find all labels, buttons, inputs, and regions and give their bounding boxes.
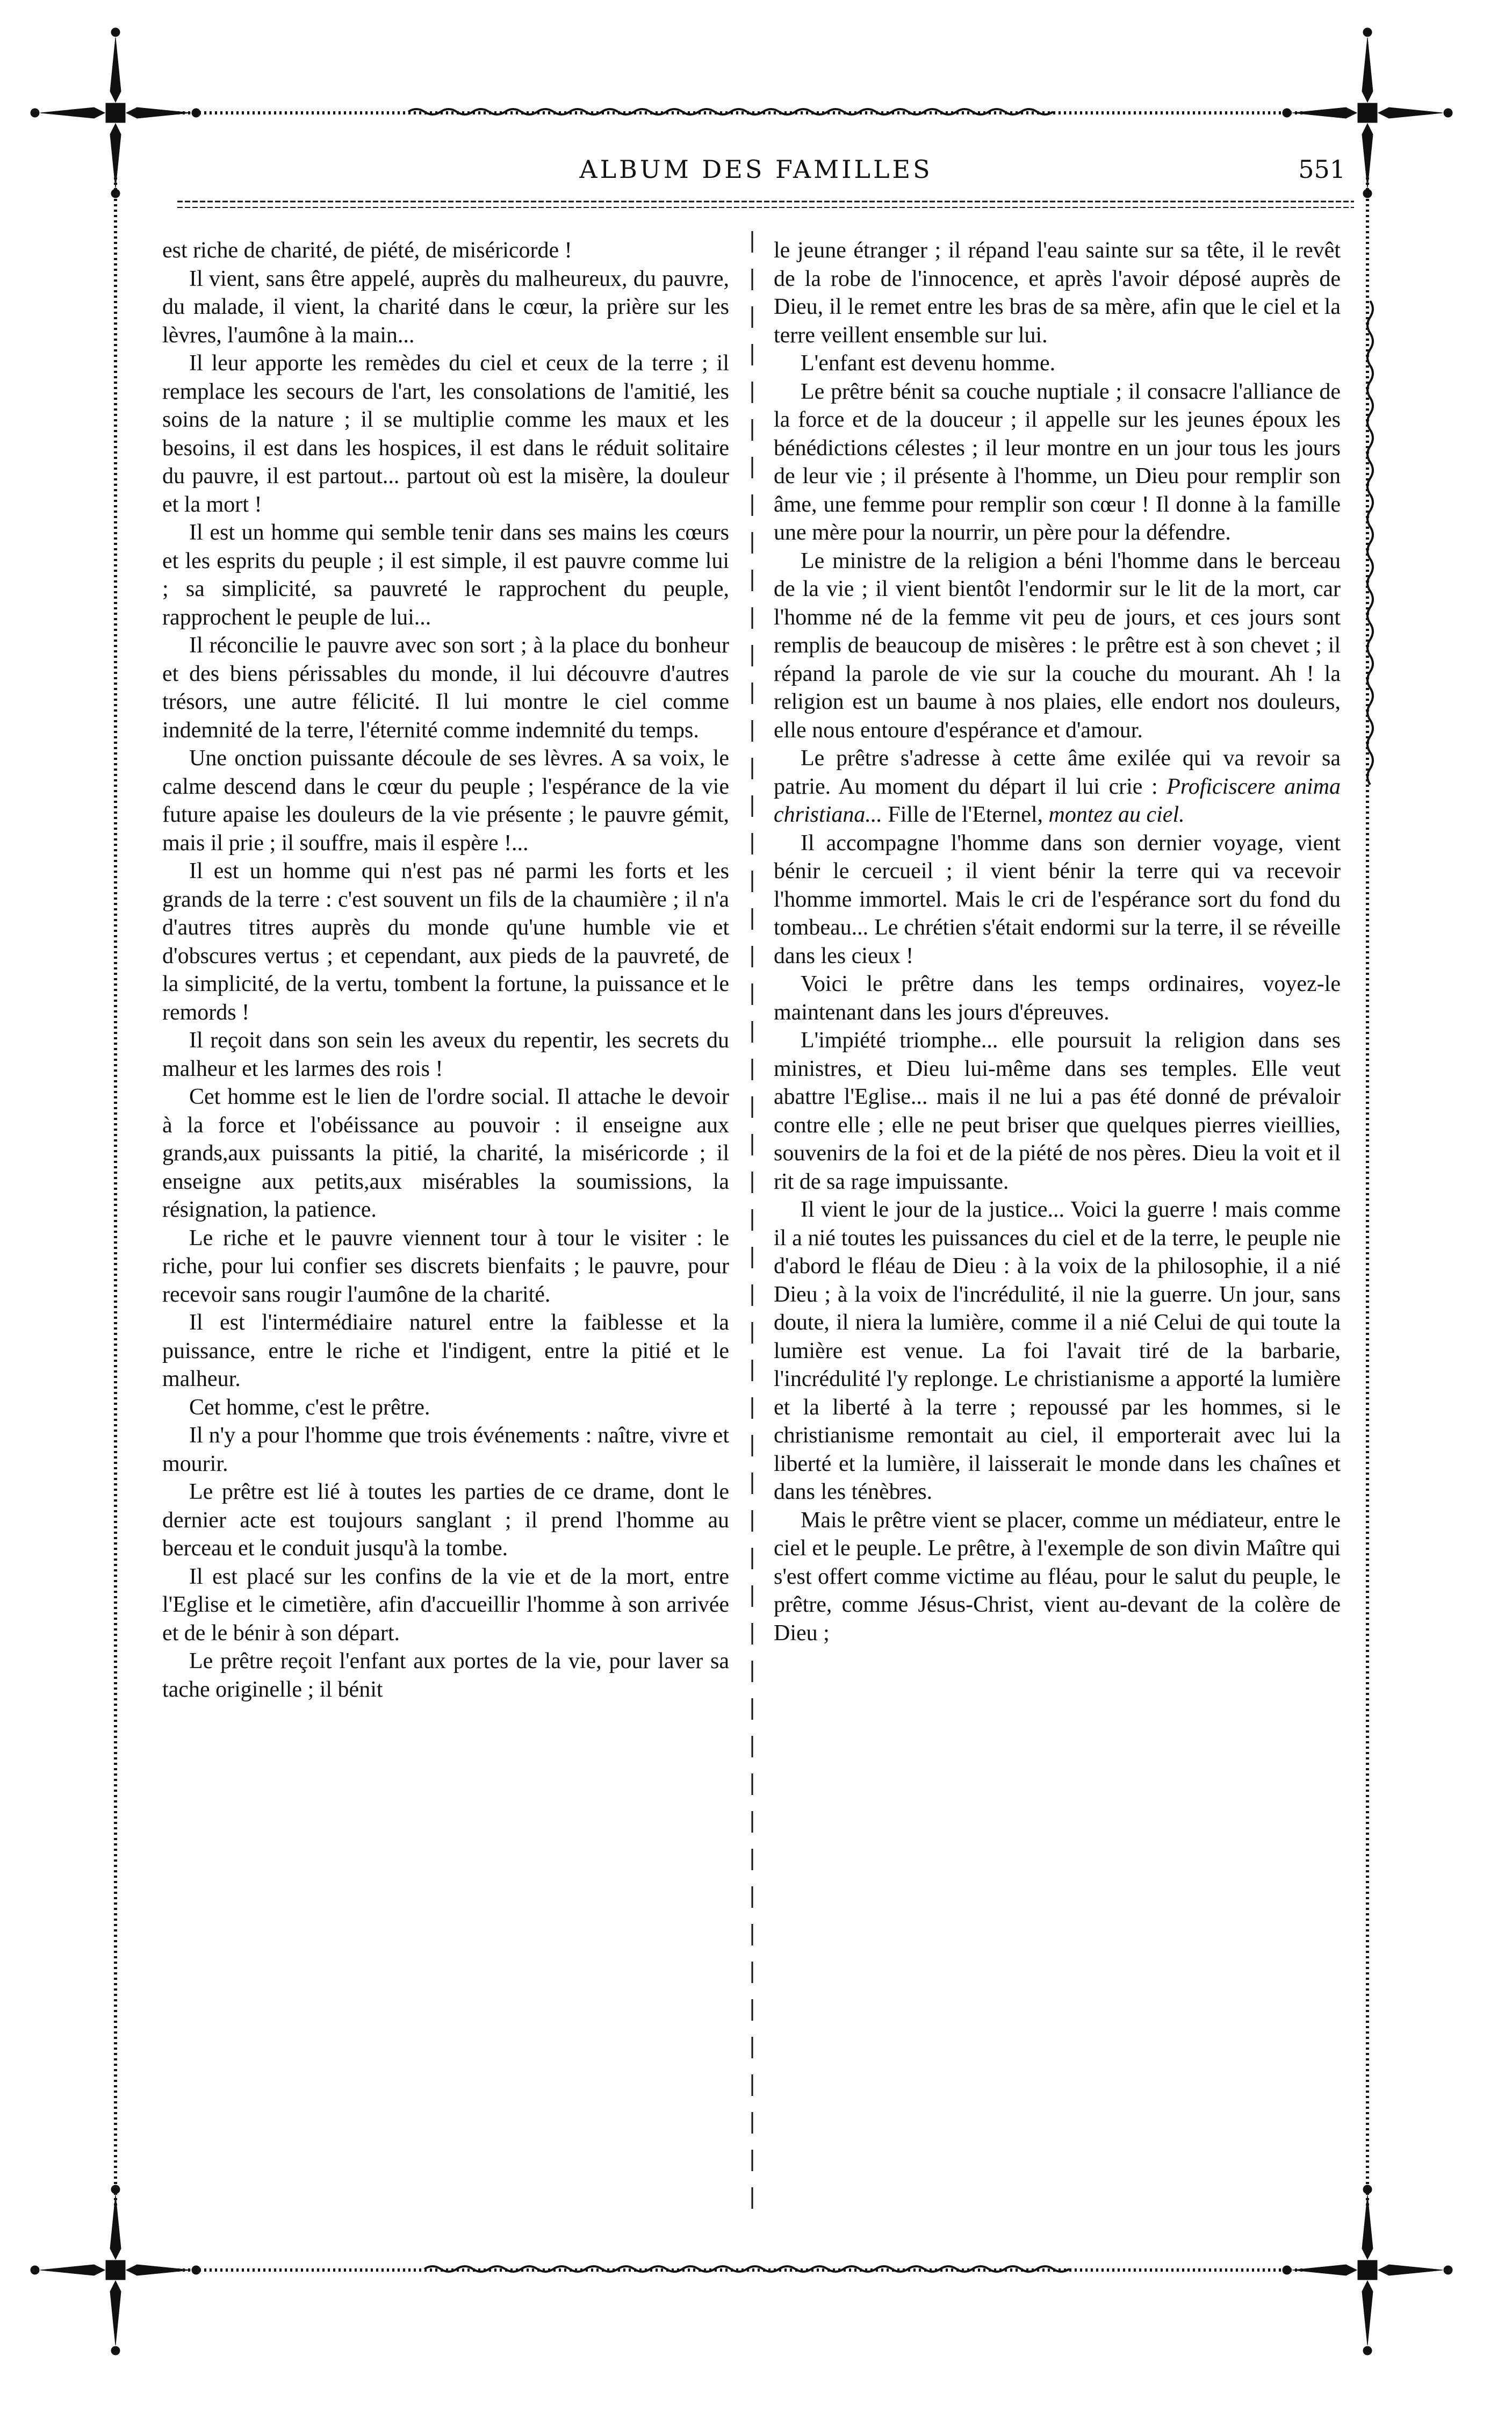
left-column [162, 236, 729, 2413]
paragraph [774, 744, 1341, 829]
paragraph: Cet homme est le lien de l'ordre social. Il attache le devoir à la force et l'obéissance au pouvoir : il enseigne aux grands,aux puissants la pitié, la charité, la miséricorde ; il enseigne aux petits,aux misérables la soumissions, la résignation, la patience. [162, 1085, 729, 1222]
paragraph: Le ministre de la religion a béni l'homme dans le berceau de la vie ; il vient bientôt l'endormir sur le lit de la mort, car l'homme né de la femme vit peu de jours, et ces jours sont remplis de beaucoup de misères : le prêtre est à son chevet ; il répand la parole de vie sur la couche du mourant. Ah ! la religion est un baume à nos plaies, elle endort nos douleurs, elle nous entoure d'espérance et d'amour. [774, 548, 1341, 743]
paragraph: Il leur apporte les remèdes du ciel et ceux de la terre ; il remplace les secours de l'art, les consolations de l'amitié, les soins de la nature ; il se multiplie comme les maux et les besoins, il est dans les hospices, il est dans le réduit solitaire du pauvre, il est partout... partout où est la misère, la douleur et la mort ! [162, 351, 729, 517]
running-title: ALBUM DES FAMILLES [579, 155, 933, 184]
paragraph: Il est un homme qui semble tenir dans ses mains les cœurs et les esprits du peuple ; il est simple, il est pauvre comme lui ; sa simplicité, sa pauvreté le rapprochent du peuple, rapprochent le peuple de lui... [162, 520, 729, 630]
paragraph-text: Le prêtre s'adresse à cette âme exilée qui va revoir sa patrie. Au moment du départ il lui crie : [774, 746, 1341, 799]
paragraph: Il réconcilie le pauvre avec son sort ; à la place du bonheur et des biens périssables du monde, il lui découvre d'autres trésors, une autre félicité. Il lui montre le ciel comme indemnité de la terre, l'éternité comme indemnité du temps. [162, 633, 729, 743]
paragraph: le jeune étranger ; il répand l'eau sainte sur sa tête, il le revêt de la robe de l'innocence, et après l'avoir déposé auprès de Dieu, il le remet entre les bras de sa mère, afin que le ciel et la terre veillent ensemble sur lui. [774, 238, 1341, 348]
paragraph: Voici le prêtre dans les temps ordinaires, voyez-le maintenant dans les jours d'épreuves. [774, 972, 1341, 1025]
page-header [161, 152, 1351, 195]
paragraph: Il n'y a pour l'homme que trois événements : naître, vivre et mourir. [162, 1423, 729, 1476]
paragraph: Il vient, sans être appelé, auprès du malheureux, du pauvre, du malade, il vient, la charité dans le cœur, la prière sur les lèvres, l'aumône à la main... [162, 266, 729, 348]
paragraph: Il reçoit dans son sein les aveux du repentir, les secrets du malheur et les larmes des rois ! [162, 1028, 729, 1081]
paragraph: Le prêtre est lié à toutes les parties de ce drame, dont le dernier acte est toujours sanglant ; il prend l'homme au berceau et le conduit jusqu'à la tombe. [162, 1480, 729, 1561]
paragraph-text: Fille de l'Eternel, [882, 802, 1049, 827]
paragraph: Le prêtre reçoit l'enfant aux portes de la vie, pour laver sa tache originelle ; il bénit [162, 1649, 729, 1702]
page-number: 551 [1298, 155, 1345, 184]
paragraph: Il accompagne l'homme dans son dernier voyage, vient bénir le cercueil ; il vient bénir la terre qui va recevoir l'homme immortel. Mais le cri de l'espérance sort du fond du tombeau... Le chrétien s'était endormi sur la terre, il se réveille dans les cieux ! [774, 830, 1341, 968]
paragraph: Une onction puissante découle de ses lèvres. A sa voix, le calme descend dans le cœur du peuple ; l'espérance de la vie future apaise les douleurs de la vie présente ; le pauvre gémit, mais il prie ; il souffre, mais il espère !... [162, 746, 729, 856]
paragraph: Le riche et le pauvre viennent tour à tour le visiter : le riche, pour lui confier ses discrets bienfaits ; le pauvre, pour recevoir sans rougir l'aumône de la charité. [162, 1225, 729, 1307]
right-column [774, 236, 1341, 2413]
paragraph: est riche de charité, de piété, de miséricorde ! [162, 238, 572, 263]
paragraph: Mais le prêtre vient se placer, comme un médiateur, entre le ciel et le peuple. Le prêtre, à l'exemple de son divin Maître qui s'est offert comme victime au fléau, pour le salut du peuple, le prêtre, comme Jésus-Christ, vient au-devant de la colère de Dieu ; [774, 1507, 1341, 1646]
paragraph: Il est un homme qui n'est pas né parmi les forts et les grands de la terre : c'est souvent un fils de la chaumière ; il n'a d'autres titres auprès du monde qu'une humble vie et d'obscures vertus ; et cependant, aux pieds de la pauvreté, de la simplicité, de la vertu, tombent la fortune, la puissance et le remords ! [162, 859, 729, 1025]
paragraph: Le prêtre bénit sa couche nuptiale ; il consacre l'alliance de la force et de la douceur ; il appelle sur les jeunes époux les bénédictions célestes ; il leur montre en un jour tous les jours de leur vie ; il présente à l'homme, un Dieu pour remplir son âme, une femme pour remplir son cœur ! Il donne à la famille une mère pour la nourrir, un père pour la défendre. [774, 379, 1341, 545]
paragraph: L'impiété triomphe... elle poursuit la religion dans ses ministres, et Dieu lui-même dans ses temples. Elle veut abattre l'Eglise... mais il ne lui a pas été donné de prévaloir contre elle ; elle ne peut briser que quelques pierres vieillies, souvenirs de la foi et de la piété de nos pères. Dieu la voit et il rit de sa rage impuissante. [774, 1028, 1341, 1194]
paragraph: Il est l'intermédiaire naturel entre la faiblesse et la puissance, entre le riche et l'indigent, entre la pitié et le malheur. [162, 1310, 729, 1391]
paragraph: L'enfant est devenu homme. [801, 351, 1056, 376]
latin-quote: Proficiscere anima christiana... [774, 774, 1341, 827]
paragraph: Il est placé sur les confins de la vie et de la mort, entre l'Eglise et le cimetière, afin d'accueillir l'homme à son arrivée et de le bénir à son départ. [162, 1564, 729, 1646]
paragraph: Il vient le jour de la justice... Voici la guerre ! mais comme il a nié toutes les puissances du ciel et de la terre, le peuple nie d'abord le fléau de Dieu : à la voix de la philosophie, il a nié Dieu ; à la voix de l'incrédulité, il nie la guerre. Un jour, sans doute, il niera la lumière, comme il a nié Celui de qui toute la lumière est venue. La foi l'avait tiré de la barbarie, l'incrédulité l'y replonge. Le christianisme a apporté la lumière et la liberté à la terre ; repoussé par les hommes, si le christianisme remontait au ciel, il emporterait avec lui la liberté et la lumière, il laisserait le monde dans les chaînes et dans les ténèbres. [774, 1197, 1341, 1504]
paragraph: Cet homme, c'est le prêtre. [189, 1395, 430, 1420]
italic-phrase: montez au ciel. [1048, 802, 1185, 827]
